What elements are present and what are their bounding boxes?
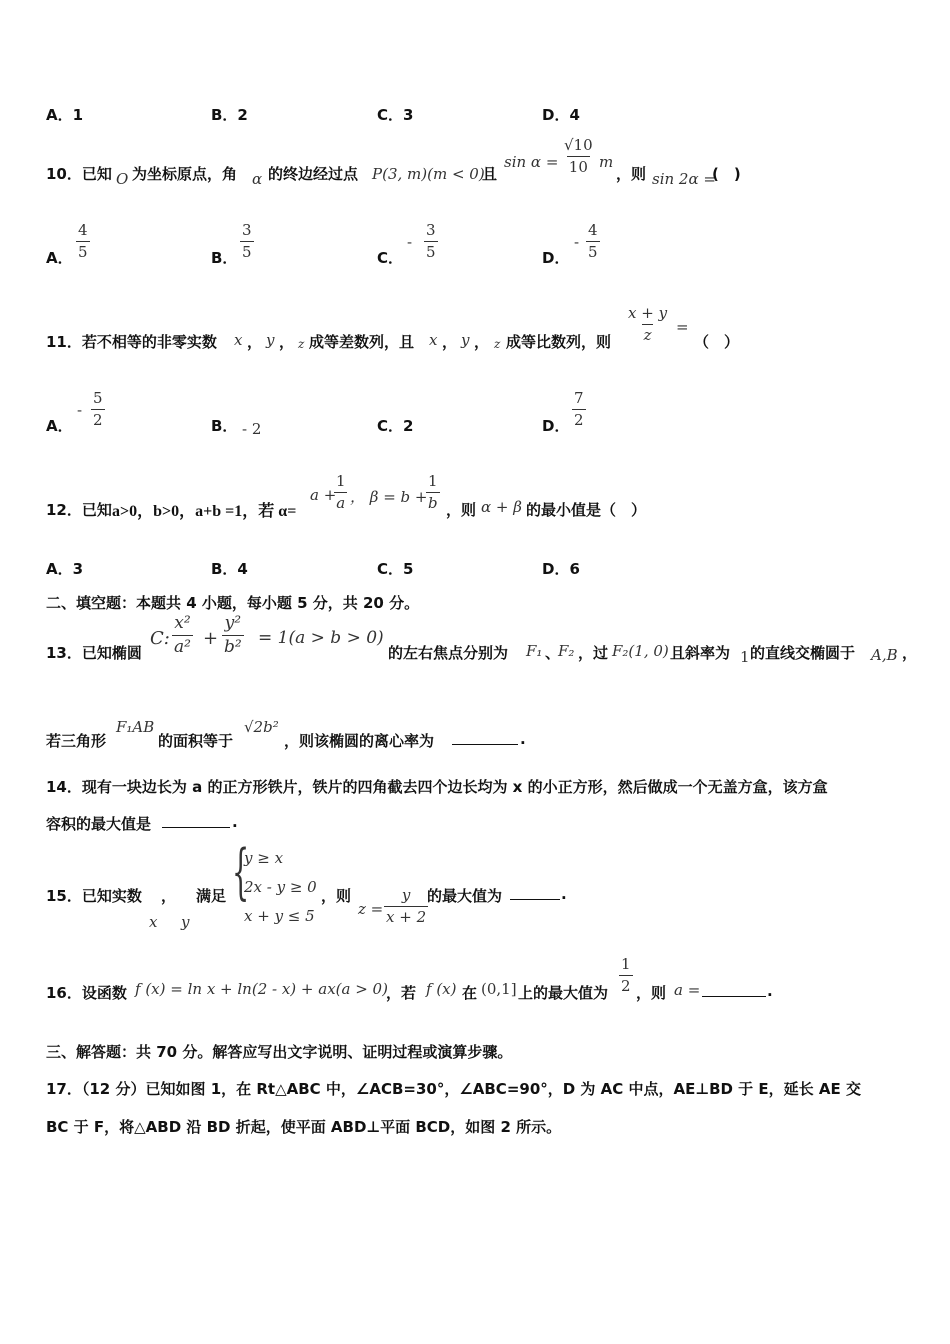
q16-prefix: 16．设函数 xyxy=(46,984,127,1002)
q11-option-c: C．2 xyxy=(377,417,414,435)
q11-y: y xyxy=(266,331,275,349)
q12-condition: a>0，b>0，a+b =1，若 α= xyxy=(112,503,297,520)
q11-option-a-den: 2 xyxy=(93,411,103,429)
q10-option-c-sign: - xyxy=(407,233,413,251)
q17-line-2: BC 于 F，将△ABD 沿 BD 折起，使平面 ABD⊥平面 BCD，如图 2 所示。 xyxy=(46,1118,562,1136)
q12-beta-fraction xyxy=(426,474,440,511)
q12-option-c: C．5 xyxy=(377,560,414,578)
q15-period: . xyxy=(561,885,567,903)
q16-answer-blank[interactable] xyxy=(702,982,766,1001)
q10-sin-numerator: √10 xyxy=(564,136,593,154)
q15-constraint-1: y ≥ x xyxy=(244,849,284,867)
q10-option-d-sign: - xyxy=(574,233,580,251)
q11-y-2: y xyxy=(461,331,470,349)
q11-equals: = xyxy=(676,318,689,336)
q13-text-3: ，过 xyxy=(578,644,609,662)
q10-origin-symbol: O xyxy=(116,170,129,188)
q15-fraction-num: y xyxy=(401,886,411,904)
q13-f2: F₂ xyxy=(558,642,575,660)
q12-option-b: B．4 xyxy=(211,560,248,578)
q11-comma-3: ， xyxy=(442,333,458,351)
q10-alpha-symbol: α xyxy=(252,170,263,188)
q16-text-4: 上的最大值为 xyxy=(518,984,609,1002)
q13-area: √2b² xyxy=(244,718,279,736)
section-2-heading: 二、填空题：本题共 4 小题，每小题 5 分，共 20 分。 xyxy=(46,594,420,612)
q13-f2-point: F₂(1, 0) xyxy=(612,642,669,660)
q15-text-4: 的最大值为 xyxy=(427,887,503,905)
q10-m-factor: m xyxy=(599,153,614,171)
q11-option-a-label: A． xyxy=(46,417,73,435)
q10-option-b-den: 5 xyxy=(242,243,252,261)
q13-comma: ， xyxy=(902,644,918,662)
q16-fx: f (x) xyxy=(426,980,457,998)
q12-alpha-expr: a + xyxy=(310,486,337,504)
q11-comma-1: ， xyxy=(247,333,263,351)
q15-comma: ， xyxy=(161,887,177,905)
q13-text-4: 且斜率为 xyxy=(670,644,731,662)
q14-period: . xyxy=(232,813,238,831)
q10-option-c-fraction xyxy=(424,223,438,260)
q16-fraction-num: 1 xyxy=(621,955,631,973)
q11-text-3: 成等比数列，则 xyxy=(506,333,612,351)
q13-text-2: 的左右焦点分别为 xyxy=(388,644,509,662)
q16-fraction xyxy=(619,957,633,994)
q9-option-d: D．4 xyxy=(542,106,580,124)
q14-line-1: 14．现有一块边长为 a 的正方形铁片，铁片的四角截去四个边长均为 x 的小正方形，然后做成一个无盖方盒，该方盒 xyxy=(46,778,828,796)
q11-x-2: x xyxy=(429,331,438,349)
q11-fraction-den: z xyxy=(643,326,652,344)
q10-option-d-label: D． xyxy=(542,249,570,267)
q11-x: x xyxy=(234,331,243,349)
q10-text-2: 为坐标原点，角 xyxy=(132,165,238,183)
q13-line2-text-1: 若三角形 xyxy=(46,732,107,750)
q15-answer-blank[interactable] xyxy=(510,885,560,904)
q13-answer-blank[interactable] xyxy=(452,730,518,749)
q10-option-b-num: 3 xyxy=(242,221,252,239)
q13-x-num: x² xyxy=(174,613,191,633)
q10-option-d-den: 5 xyxy=(588,243,598,261)
q11-prefix: 11．若不相等的非零实数 xyxy=(46,333,217,351)
q10-point: P(3, m)(m < 0) xyxy=(372,165,485,183)
q10-sin-denominator: 10 xyxy=(568,158,588,176)
q10-sin-lhs: sin α = xyxy=(504,153,559,171)
q11-text-2: 成等差数列，且 xyxy=(309,333,415,351)
q10-option-a-num: 4 xyxy=(78,221,88,239)
q10-text-5: ，则 xyxy=(616,165,647,183)
q13-c-label: C: xyxy=(150,628,170,649)
q13-text-5: 的直线交椭圆于 xyxy=(750,644,856,662)
q13-period: . xyxy=(520,730,526,748)
q16-fraction-den: 2 xyxy=(621,977,631,995)
q12-sum: α + β xyxy=(481,498,522,516)
q13-line2-text-2: 的面积等于 xyxy=(158,732,234,750)
q10-option-a-den: 5 xyxy=(78,243,88,261)
q15-prefix: 15．已知实数 xyxy=(46,887,142,905)
q10-option-a-label: A． xyxy=(46,249,73,267)
q11-comma-4: ， xyxy=(474,333,490,351)
q12-option-d: D．6 xyxy=(542,560,580,578)
q13-equation-rhs: = 1(a > b > 0) xyxy=(258,628,384,648)
q11-option-d-label: D． xyxy=(542,417,570,435)
q9-option-a: A．1 xyxy=(46,106,84,124)
section-3-heading: 三、解答题：共 70 分。解答应写出文字说明、证明过程或演算步骤。 xyxy=(46,1043,513,1061)
q10-option-d-num: 4 xyxy=(588,221,598,239)
q11-option-d-den: 2 xyxy=(574,411,584,429)
q12-beta-den: b xyxy=(428,494,438,512)
q15-text-3: ，则 xyxy=(321,887,352,905)
q11-option-d-num: 7 xyxy=(574,389,584,407)
q12-alpha-num: 1 xyxy=(336,472,346,490)
q13-x-den: a² xyxy=(174,637,191,657)
q11-option-b-label: B． xyxy=(211,417,238,435)
q11-option-a-fraction xyxy=(91,391,105,428)
q17-line-1: 17．（12 分）已知如图 1，在 Rt△ABC 中，∠ACB=30°，∠ABC=90°，D 为 AC 中点，AE⊥BD 于 E，延长 AE 交 xyxy=(46,1080,861,1098)
q13-sep: 、 xyxy=(545,644,561,662)
q10-answer-paren: ( ) xyxy=(712,165,741,183)
q9-option-b: B．2 xyxy=(211,106,248,124)
q13-prefix: 13．已知椭圆 xyxy=(46,644,142,662)
q15-z: z = xyxy=(358,900,384,918)
q13-y-fraction xyxy=(222,615,244,656)
q10-sin-fraction xyxy=(562,138,595,175)
q11-option-b-value: - 2 xyxy=(242,420,262,438)
q10-option-b-fraction xyxy=(240,223,254,260)
q11-z: z xyxy=(298,337,305,351)
q15-constraint-3: x + y ≤ 5 xyxy=(244,907,315,925)
q11-fraction xyxy=(626,306,669,343)
q11-option-a-num: 5 xyxy=(93,389,103,407)
q14-answer-blank[interactable] xyxy=(162,813,230,832)
q16-text-2: ，若 xyxy=(386,984,417,1002)
q11-option-d-fraction xyxy=(572,391,586,428)
q16-text-3: 在 xyxy=(462,984,478,1002)
q13-plus: + xyxy=(203,628,219,649)
q10-option-a-fraction xyxy=(76,223,90,260)
q13-points-ab: A,B xyxy=(871,646,898,664)
q12-text-2: ，则 xyxy=(446,501,477,519)
q16-a-eq: a = xyxy=(674,981,701,999)
q13-slope: 1 xyxy=(740,648,750,666)
q13-y-num: y² xyxy=(224,613,242,633)
q12-option-a: A．3 xyxy=(46,560,84,578)
q10-option-d-fraction xyxy=(586,223,600,260)
q12-alpha-den: a xyxy=(336,494,346,512)
q11-fraction-num: x + y xyxy=(628,304,668,322)
q10-option-c-label: C． xyxy=(377,249,404,267)
q10-option-c-num: 3 xyxy=(426,221,436,239)
q13-triangle: F₁AB xyxy=(116,718,155,736)
q10-text-3: 的终边经过点 xyxy=(268,165,359,183)
q13-line2-text-3: ，则该椭圆的离心率为 xyxy=(284,732,435,750)
q15-x: x xyxy=(149,913,158,931)
q16-period: . xyxy=(767,982,773,1000)
q10-sin2a: sin 2α = xyxy=(652,170,716,188)
q11-z-2: z xyxy=(494,337,501,351)
q10-option-c-den: 5 xyxy=(426,243,436,261)
q11-comma-2: ， xyxy=(279,333,295,351)
q15-fraction xyxy=(384,888,428,925)
q16-interval: (0,1] xyxy=(481,980,517,998)
q10-prefix: 10．已知 xyxy=(46,165,112,183)
q15-brace: { xyxy=(232,837,250,907)
q16-text-5: ，则 xyxy=(636,984,667,1002)
q15-constraint-2: 2x - y ≥ 0 xyxy=(244,878,317,896)
q13-f1: F₁ xyxy=(526,642,543,660)
q12-beta-num: 1 xyxy=(428,472,438,490)
q10-option-b-label: B． xyxy=(211,249,238,267)
q12-text-3: 的最小值是（ ） xyxy=(526,501,647,519)
q10-text-4: 且 xyxy=(482,165,498,183)
q14-line-2: 容积的最大值是 xyxy=(46,815,152,833)
q15-text-2: 满足 xyxy=(196,887,227,905)
q9-option-c: C．3 xyxy=(377,106,414,124)
q15-fraction-den: x + 2 xyxy=(386,908,427,926)
q12-alpha-fraction xyxy=(334,474,348,511)
q15-y: y xyxy=(181,913,190,931)
q12-prefix: 12．已知 xyxy=(46,501,112,519)
q11-answer-paren: （ ） xyxy=(694,333,740,351)
q13-x-fraction xyxy=(172,615,193,656)
q13-y-den: b² xyxy=(224,637,242,657)
q11-option-a-sign: - xyxy=(77,401,83,419)
q16-function: f (x) = ln x + ln(2 - x) + ax(a > 0) xyxy=(135,980,388,998)
q12-beta-expr: ， β = b + xyxy=(350,488,428,506)
